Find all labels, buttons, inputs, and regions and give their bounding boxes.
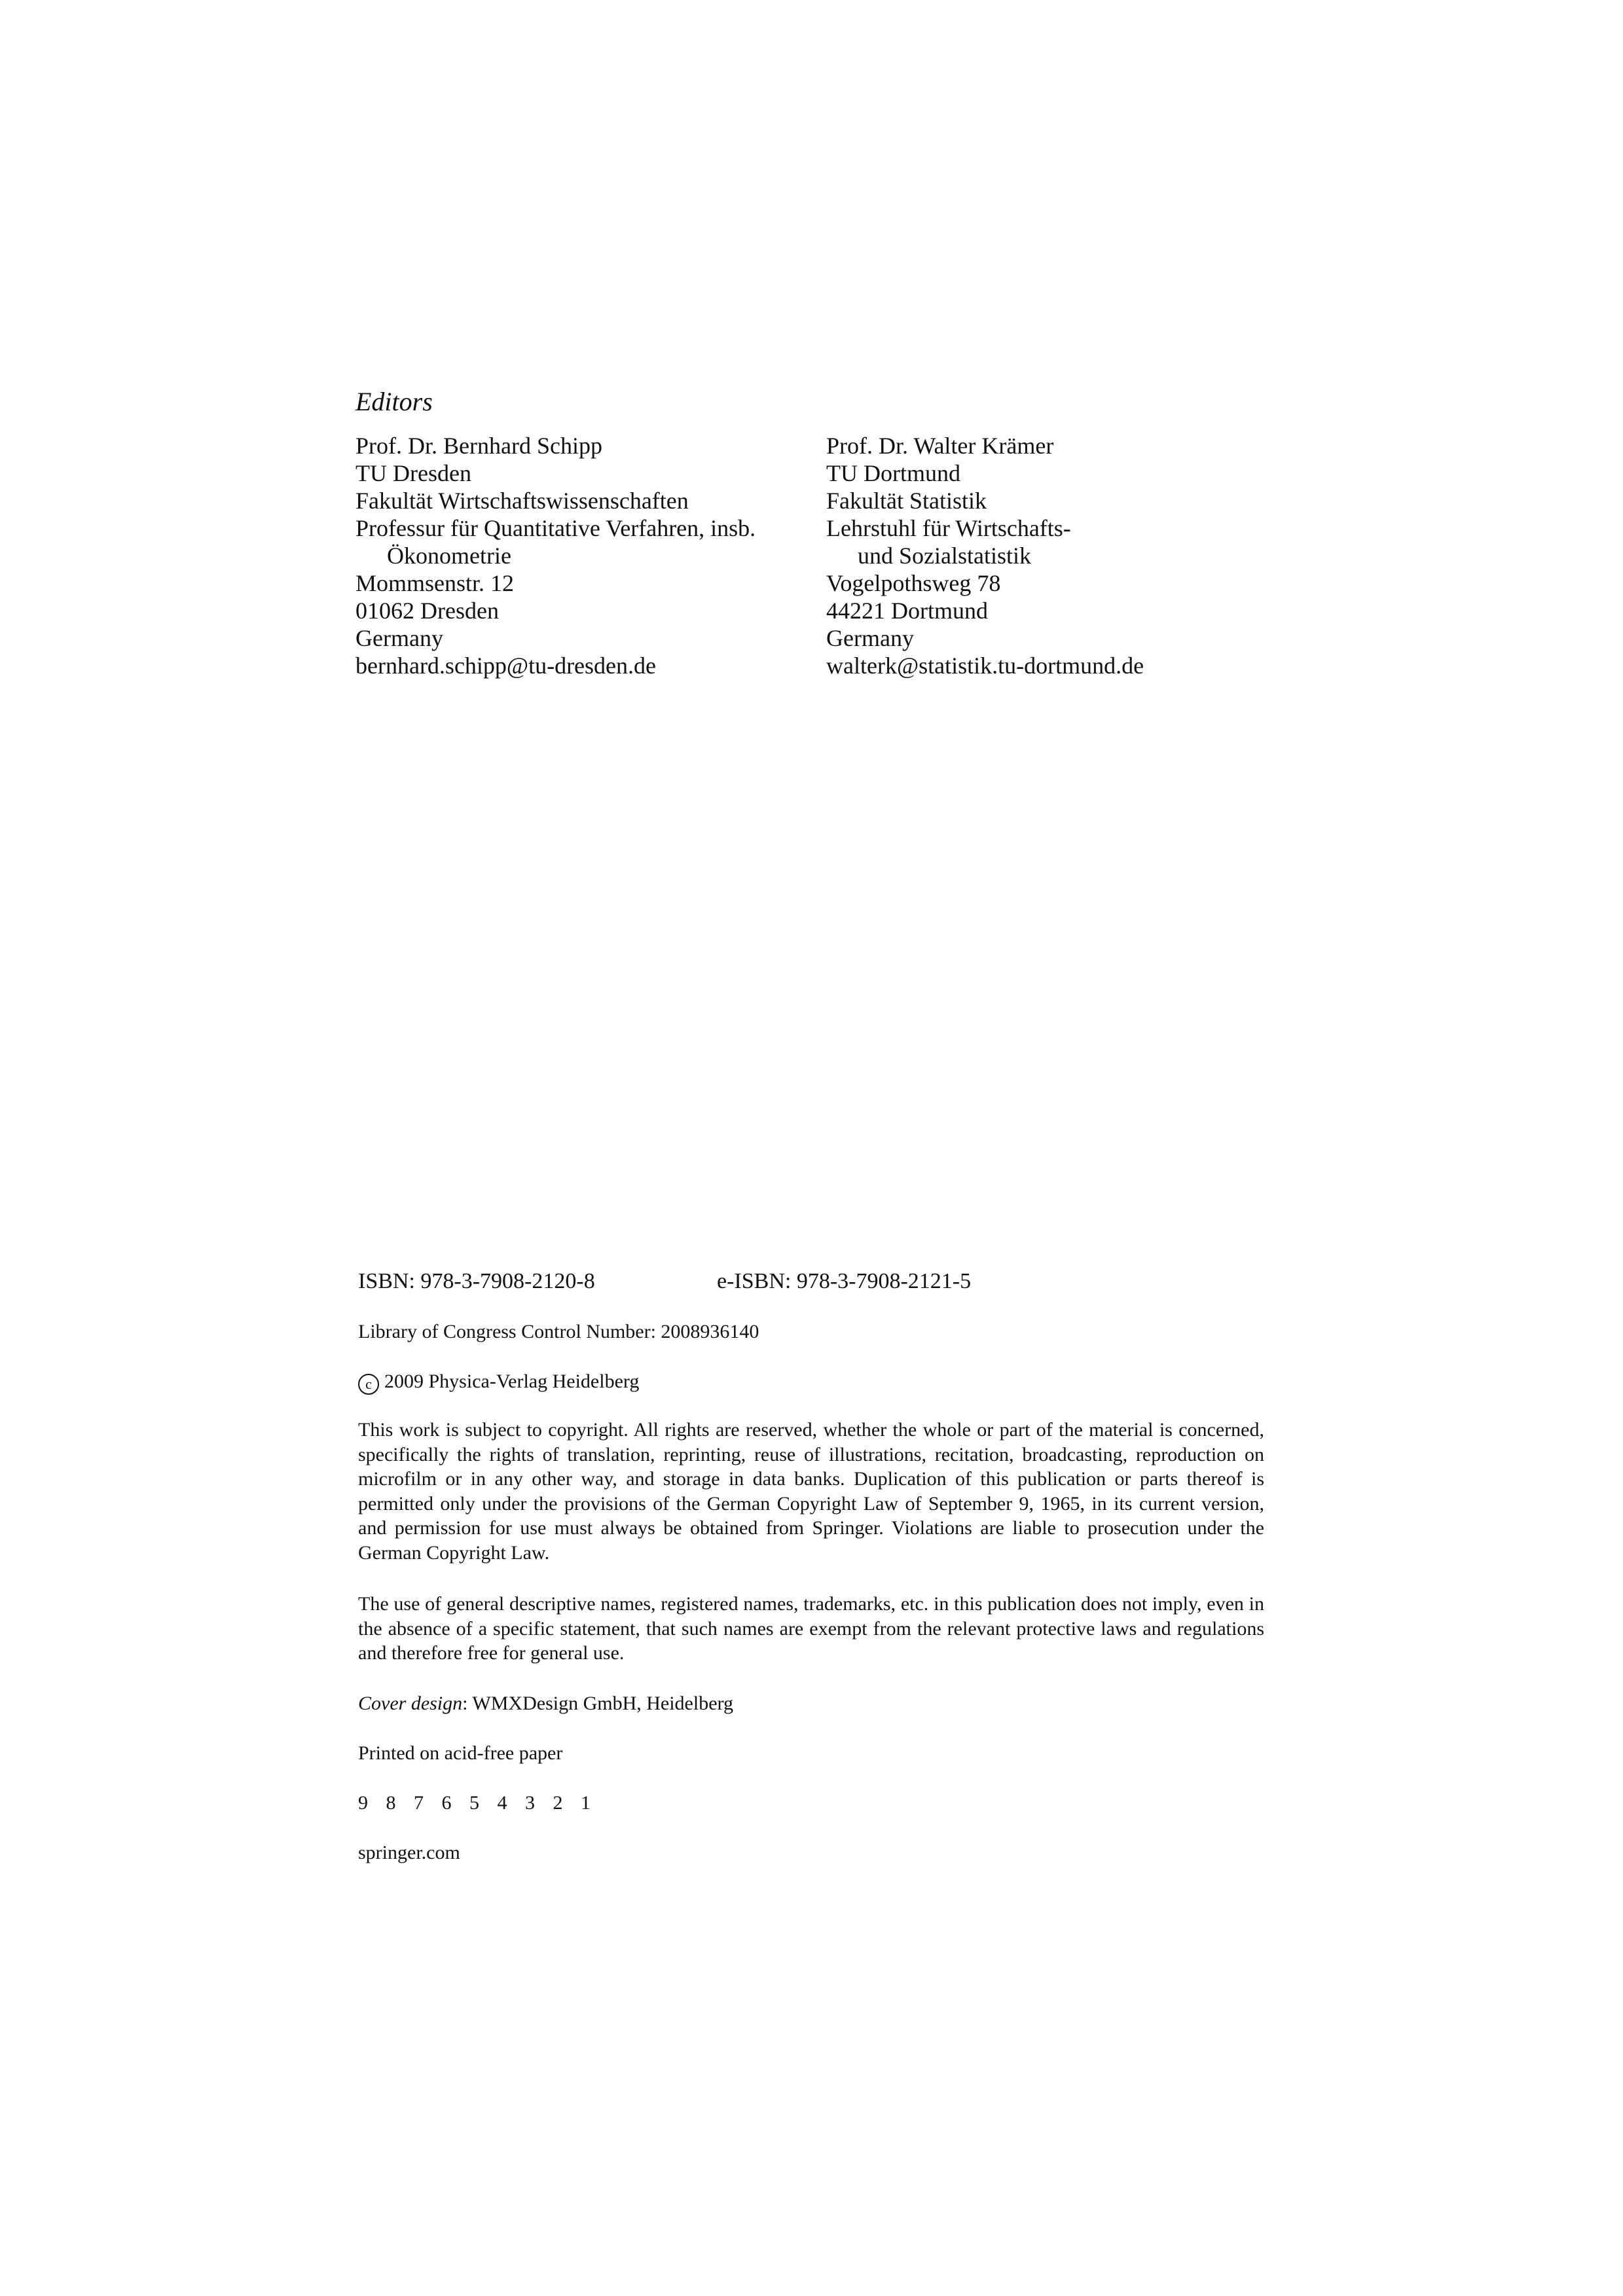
editor-left-block — [356, 432, 756, 679]
editor-left-email: bernhard.schipp@tu-dresden.de — [356, 653, 656, 679]
editor-right-name: Prof. Dr. Walter Krämer — [826, 433, 1054, 459]
printed-on: Printed on acid-free paper — [358, 1742, 563, 1764]
isbn: ISBN: 978-3-7908-2120-8 — [358, 1269, 595, 1293]
copyright-text: 2009 Physica-Verlag Heidelberg — [384, 1371, 640, 1392]
editor-right-email: walterk@statistik.tu-dortmund.de — [826, 653, 1144, 679]
loc-control-number: Library of Congress Control Number: 2008936140 — [358, 1321, 759, 1342]
copyright-line — [358, 1369, 639, 1395]
editors-heading: Editors — [356, 387, 433, 416]
editor-right-city: 44221 Dortmund — [826, 598, 988, 624]
editor-left-street: Mommsenstr. 12 — [356, 570, 515, 596]
e-isbn: e-ISBN: 978-3-7908-2121-5 — [717, 1269, 972, 1293]
editor-left-chair-line1: Professur für Quantitative Verfahren, insb. — [356, 515, 756, 541]
website: springer.com — [358, 1842, 460, 1863]
editor-right-street: Vogelpothsweg 78 — [826, 570, 1001, 596]
copyright-notice: This work is subject to copyright. All rights are reserved, whether the whole or part of the material is concerned, specifically the rights of translation, reprinting, reuse of illustrations, recitation, broadcasting, reproduction on microfilm or in any other way, and storage in data banks. Duplication of this publication or parts thereof is permitted only under the provisions of the German Copyright Law of September 9, 1965, in its current version, and permission for use must always be obtained from Springer. Violations are liable to prosecution under the German Copyright Law. — [358, 1419, 1264, 1564]
cover-design-value: : WMXDesign GmbH, Heidelberg — [462, 1693, 733, 1714]
editor-left-country: Germany — [356, 625, 443, 651]
editor-right-faculty: Fakultät Statistik — [826, 488, 987, 514]
trademark-notice: The use of general descriptive names, registered names, trademarks, etc. in this publication does not imply, even in the absence of a specific statement, that such names are exempt from the relevant protective laws and regulations and therefore free for general use. — [358, 1593, 1264, 1664]
editor-right-chair-line1: Lehrstuhl für Wirtschafts- — [826, 515, 1071, 541]
editor-right-institution: TU Dortmund — [826, 460, 960, 486]
editor-left-institution: TU Dresden — [356, 460, 471, 486]
copyright-icon: c — [358, 1374, 379, 1395]
editor-right-chair-line2: und Sozialstatistik — [858, 543, 1031, 569]
editor-left-name: Prof. Dr. Bernhard Schipp — [356, 433, 602, 459]
print-run: 9 8 7 6 5 4 3 2 1 — [358, 1792, 597, 1814]
editor-left-chair-line2: Ökonometrie — [387, 543, 511, 569]
editor-left-city: 01062 Dresden — [356, 598, 499, 624]
isbn-row — [358, 1268, 972, 1295]
editor-right-block — [826, 432, 1144, 679]
editor-right-country: Germany — [826, 625, 914, 651]
editor-left-faculty: Fakultät Wirtschaftswissenschaften — [356, 488, 689, 514]
cover-design-label: Cover design — [358, 1693, 463, 1714]
cover-design-line — [358, 1691, 733, 1716]
